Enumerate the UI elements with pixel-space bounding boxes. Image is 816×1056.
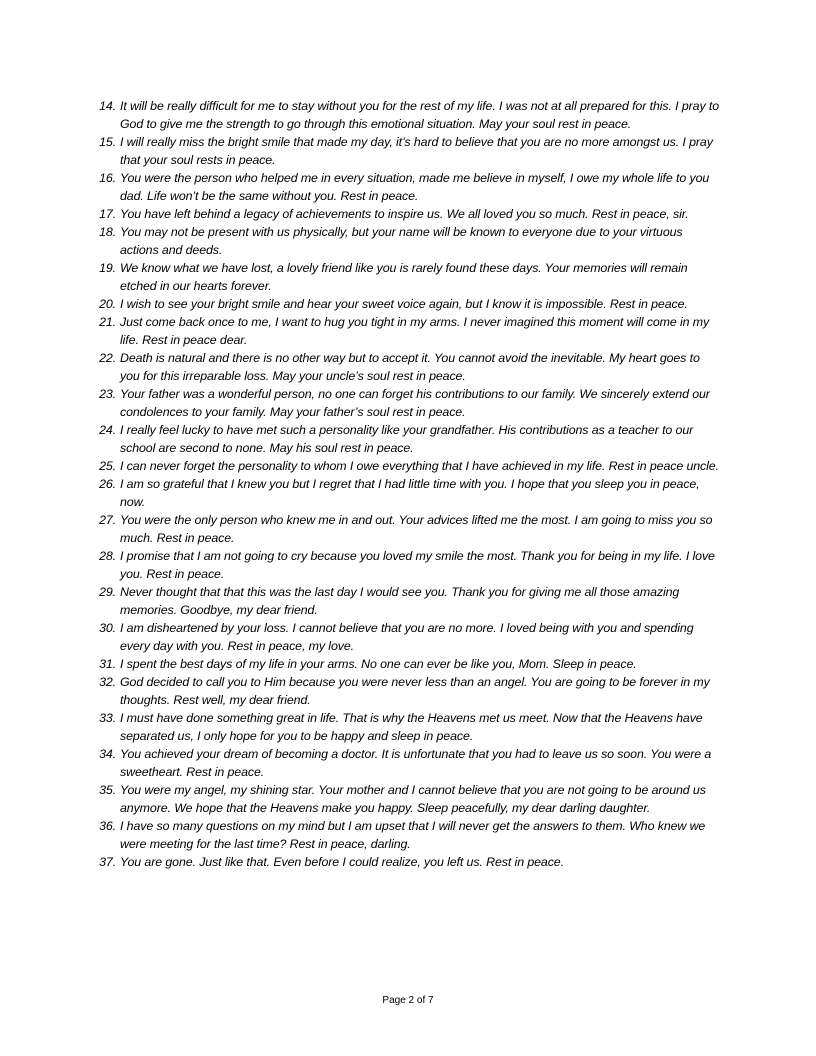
list-item-number: 26. <box>99 477 116 491</box>
list-item-text: I have so many questions on my mind but I am upset that I will never get the answers to them. Who knew we were meeting for the last time? Rest in peace, darling. <box>120 819 706 851</box>
page-number-footer: Page 2 of 7 <box>382 995 434 1006</box>
list-item-text: God decided to call you to Him because you were never less than an angel. You are going to be forever in my thoughts. Rest well, my dear friend. <box>120 675 710 707</box>
list-item <box>90 475 720 511</box>
list-item-number: 16. <box>99 171 116 185</box>
list-item-text: I wish to see your bright smile and hear your sweet voice again, but I know it is impossible. Rest in peace. <box>120 297 688 311</box>
list-item-number: 35. <box>99 783 116 797</box>
list-item-number: 31. <box>99 657 116 671</box>
list-item-number: 34. <box>99 747 116 761</box>
list-item-number: 20. <box>99 297 116 311</box>
list-item <box>90 781 720 817</box>
list-item-number: 18. <box>99 225 116 239</box>
list-item <box>90 97 720 133</box>
list-item-text: Death is natural and there is no other way but to accept it. You cannot avoid the inevitable. My heart goes to you for this irreparable loss. May your uncle’s soul rest in peace. <box>120 351 700 383</box>
list-item-number: 24. <box>99 423 116 437</box>
list-item-text: You were the only person who knew me in and out. Your advices lifted me the most. I am going to miss you so much. Rest in peace. <box>120 513 713 545</box>
list-item <box>90 259 720 295</box>
list-item-number: 23. <box>99 387 116 401</box>
list-item-text: We know what we have lost, a lovely friend like you is rarely found these days. Your memories will remain etched in our hearts forever. <box>120 261 688 293</box>
list-item-text: You have left behind a legacy of achievements to inspire us. We all loved you so much. Rest in peace, sir. <box>120 207 689 221</box>
list-item-number: 37. <box>99 855 116 869</box>
list-item <box>90 313 720 349</box>
list-item-text: I must have done something great in life. That is why the Heavens met us meet. Now that the Heavens have separated us, I only hope for you to be happy and sleep in peace. <box>120 711 703 743</box>
list-item-number: 14. <box>99 99 116 113</box>
list-item-number: 25. <box>99 459 116 473</box>
list-item <box>90 817 720 853</box>
list-item <box>90 853 720 871</box>
list-item-number: 27. <box>99 513 116 527</box>
list-item <box>90 457 720 475</box>
list-item <box>90 295 720 313</box>
list-item-text: I promise that I am not going to cry because you loved my smile the most. Thank you for being in my life. I love you. Rest in peace. <box>120 549 715 581</box>
list-item-text: It will be really difficult for me to stay without you for the rest of my life. I was not at all prepared for this. I pray to God to give me the strength to go through this emotional situation. May your soul rest in peace. <box>120 99 720 131</box>
list-item-number: 22. <box>99 351 116 365</box>
list-item-text: Just come back once to me, I want to hug you tight in my arms. I never imagined this moment will come in my life. Rest in peace dear. <box>120 315 710 347</box>
list-item <box>90 673 720 709</box>
list-item <box>90 385 720 421</box>
list-item <box>90 421 720 457</box>
condolence-message-list <box>90 97 720 871</box>
list-item-text: I am so grateful that I knew you but I regret that I had little time with you. I hope that you sleep you in peace, now. <box>120 477 700 509</box>
list-item <box>90 583 720 619</box>
list-item <box>90 745 720 781</box>
list-item-text: I can never forget the personality to whom I owe everything that I have achieved in my life. Rest in peace uncle. <box>120 459 719 473</box>
list-item-number: 28. <box>99 549 116 563</box>
list-item-text: You were the person who helped me in every situation, made me believe in myself, I owe my whole life to you dad. Life won’t be the same without you. Rest in peace. <box>120 171 710 203</box>
list-item-number: 17. <box>99 207 116 221</box>
list-item-number: 29. <box>99 585 116 599</box>
list-item <box>90 223 720 259</box>
list-item <box>90 619 720 655</box>
list-item-number: 32. <box>99 675 116 689</box>
list-item-text: Your father was a wonderful person, no one can forget his contributions to our family. We sincerely extend our condolences to your family. May your father’s soul rest in peace. <box>120 387 710 419</box>
list-item-number: 30. <box>99 621 116 635</box>
list-item-text: I am disheartened by your loss. I cannot believe that you are no more. I loved being with you and spending every day with you. Rest in peace, my love. <box>120 621 694 653</box>
list-item-text: You are gone. Just like that. Even before I could realize, you left us. Rest in peace. <box>120 855 564 869</box>
list-item-text: You were my angel, my shining star. Your mother and I cannot believe that you are not going to be around us anymore. We hope that the Heavens make you happy. Sleep peacefully, my dear darling daughter. <box>120 783 706 815</box>
list-item <box>90 169 720 205</box>
list-item <box>90 133 720 169</box>
list-item <box>90 655 720 673</box>
list-item-text: I spent the best days of my life in your arms. No one can ever be like you, Mom. Sleep in peace. <box>120 657 637 671</box>
list-item-number: 15. <box>99 135 116 149</box>
list-item <box>90 709 720 745</box>
list-item-number: 33. <box>99 711 116 725</box>
list-item-text: Never thought that that this was the last day I would see you. Thank you for giving me all those amazing memories. Goodbye, my dear friend. <box>120 585 680 617</box>
list-item <box>90 205 720 223</box>
list-item-number: 36. <box>99 819 116 833</box>
list-item-text: You may not be present with us physically, but your name will be known to everyone due to your virtuous actions and deeds. <box>120 225 683 257</box>
list-item-text: I really feel lucky to have met such a personality like your grandfather. His contributions as a teacher to our school are second to none. May his soul rest in peace. <box>120 423 694 455</box>
list-item-text: You achieved your dream of becoming a doctor. It is unfortunate that you had to leave us so soon. You were a sweetheart. Rest in peace. <box>120 747 712 779</box>
list-item-number: 19. <box>99 261 116 275</box>
list-item-text: I will really miss the bright smile that made my day, it’s hard to believe that you are no more amongst us. I pray that your soul rests in peace. <box>120 135 713 167</box>
list-item-number: 21. <box>99 315 116 329</box>
list-item <box>90 547 720 583</box>
list-item <box>90 511 720 547</box>
list-item <box>90 349 720 385</box>
